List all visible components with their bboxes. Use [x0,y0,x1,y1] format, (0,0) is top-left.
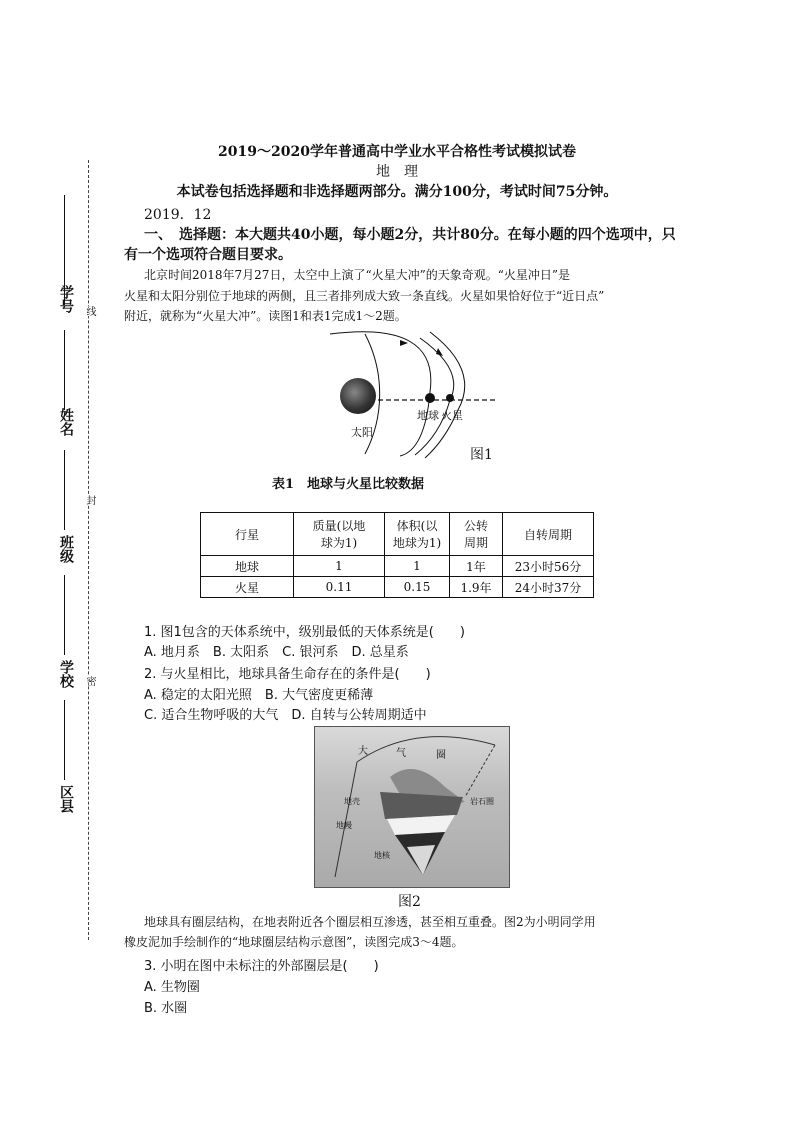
cut-line [88,160,89,940]
exam-date: 2019．12 [144,207,212,223]
margin-line-5 [64,700,65,780]
sun-label: 太阳 [351,426,373,439]
table-row [201,556,594,577]
table-header-cell: 行星 [201,513,294,556]
passage2-line2: 橡皮泥加手绘制作的“地球圈层结构示意图”，读图完成3～4题。 [124,935,464,949]
question-1-options: A. 地月系 B. 太阳系 C. 银河系 D. 总星系 [144,645,409,660]
cut-mark-mi: 密 [84,676,95,686]
table-header-cell: 体积(以 地球为1) [385,513,450,556]
table-cell: 1 [294,556,385,577]
table-cell: 火星 [201,577,294,598]
margin-line-3 [64,450,65,530]
figure2-label-diman: 地幔 [336,821,352,830]
figure2-label-qi: 气 [396,748,406,759]
table-row [201,577,594,598]
figure2-label-da: 大 [358,746,368,757]
table-cell: 1 [385,556,450,577]
mars-icon [446,394,454,402]
passage1-line2: 火星和太阳分别位于地球的两侧，且三者排列成大致一条直线。火星如果恰好位于“近日点” [124,289,605,303]
table-cell: 1年 [450,556,503,577]
figure2-photo [314,726,510,888]
table1-caption: 表1 地球与火星比较数据 [272,477,425,492]
table-header-cell: 公转 周期 [450,513,503,556]
name-label: 姓名 [58,408,74,436]
table-cell: 23小时56分 [503,556,594,577]
student-id-label: 学号 [58,285,74,313]
table-cell: 0.15 [385,577,450,598]
cut-mark-xian: 线 [84,306,95,316]
table-cell: 0.11 [294,577,385,598]
passage1-line1: 北京时间2018年7月27日，太空中上演了“火星大冲”的天象奇观。“火星冲日”是 [144,268,570,282]
earth-icon [425,393,435,403]
table-cell: 24小时37分 [503,577,594,598]
section1-heading-line2: 有一个选项符合题目要求。 [124,247,292,263]
question-3-option-b: B. 水圈 [144,1001,188,1016]
table-header-cell: 自转周期 [503,513,594,556]
exam-title: 2019～2020学年普通高中学业水平合格性考试模拟试卷 [218,144,576,160]
question-2-options-2: C. 适合生物呼吸的大气 D. 自转与公转周期适中 [144,708,427,723]
figure1-caption: 图1 [470,447,493,463]
question-3-option-a: A. 生物圈 [144,980,200,995]
question-1: 1. 图1包含的天体系统中，级别最低的天体系统是( ) [144,625,465,640]
question-3: 3. 小明在图中未标注的外部圈层是( ) [144,959,379,974]
figure2-label-quan: 圈 [436,750,446,761]
cut-mark-feng: 封 [84,495,95,505]
sun-icon [340,378,376,414]
exam-intro: 本试卷包括选择题和非选择题两部分。满分100分，考试时间75分钟。 [176,184,618,200]
margin-line-2 [64,330,65,410]
class-label: 班级 [58,535,74,563]
subject-title: 地 理 [376,164,418,180]
mars-label: 火星 [441,409,463,422]
question-2-options-1: A. 稳定的太阳光照 B. 大气密度更稀薄 [144,688,374,703]
district-label: 区县 [58,785,74,813]
section1-heading-line1: 一、 选择题：本大题共40小题，每小题2分，共计80分。在每小题的四个选项中，只 [144,227,676,243]
question-2: 2. 与火星相比，地球具备生命存在的条件是( ) [144,667,431,682]
figure2-caption: 图2 [398,894,421,910]
passage1-line3: 附近，就称为“火星大冲”。读图1和表1完成1～2题。 [124,309,407,323]
earth-label: 地球 [417,409,439,422]
margin-line-4 [64,575,65,655]
passage2-line1: 地球具有圈层结构，在地表附近各个圈层相互渗透，甚至相互重叠。图2为小明同学用 [144,915,596,929]
table1 [200,512,594,598]
table-header-row [201,513,594,556]
table-cell: 1.9年 [450,577,503,598]
school-label: 学校 [58,660,74,688]
figure2-label-yanshiquan: 岩石圈 [470,797,494,806]
table-cell: 地球 [201,556,294,577]
table-header-cell: 质量(以地 球为1) [294,513,385,556]
figure2-label-dihe: 地核 [374,851,390,860]
figure2-label-diqiao: 地壳 [344,797,360,806]
